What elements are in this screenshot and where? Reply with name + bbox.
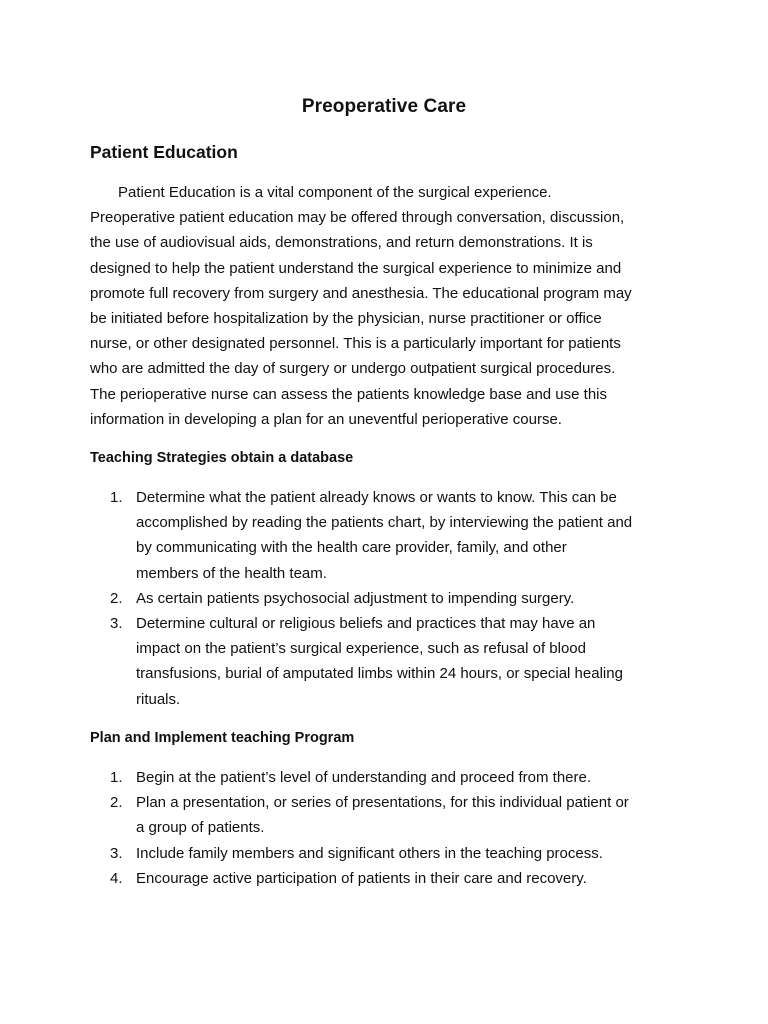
paragraph-line: who are admitted the day of surgery or undergo outpatient surgical procedures. — [90, 360, 616, 378]
list-item — [90, 611, 690, 712]
paragraph-line: The perioperative nurse can assess the patients knowledge base and use this — [90, 385, 607, 403]
list-item-number: 3. — [110, 615, 123, 633]
list-item-line: rituals. — [136, 690, 181, 708]
paragraph-line: information in developing a plan for an uneventful perioperative course. — [90, 410, 562, 428]
list-item — [90, 485, 690, 586]
list-item-line: Determine what the patient already knows or wants to know. This can be — [136, 489, 617, 506]
list-item-number: 4. — [110, 869, 123, 887]
list-item-number: 2. — [110, 589, 123, 607]
paragraph-line: the use of audiovisual aids, demonstrations, and return demonstrations. It is — [90, 234, 593, 252]
subheading-plan-implement: Plan and Implement teaching Program — [90, 730, 355, 746]
list-item — [90, 841, 690, 866]
paragraph-line: promote full recovery from surgery and anesthesia. The educational program may — [90, 284, 632, 302]
list-item-number: 2. — [110, 794, 123, 812]
list-item-number: 1. — [110, 489, 123, 506]
list-item-line: accomplished by reading the patients chart, by interviewing the patient and — [136, 514, 633, 532]
document-title: Preoperative Care — [301, 96, 467, 117]
paragraph-line: designed to help the patient understand the surgical experience to minimize and — [90, 259, 622, 277]
list-item-line: impact on the patient’s surgical experience, such as refusal of blood — [136, 640, 586, 658]
paragraph-line: be initiated before hospitalization by the physician, nurse practitioner or office — [90, 310, 602, 328]
list-item-line: Include family members and significant others in the teaching process. — [136, 844, 603, 862]
list-item-number: 1. — [110, 769, 123, 786]
list-item-line: transfusions, burial of amputated limbs within 24 hours, or special healing — [136, 665, 623, 683]
subheading-teaching-strategies: Teaching Strategies obtain a database — [90, 450, 354, 466]
list-item-line: members of the health team. — [136, 564, 327, 582]
list-item-line: Determine cultural or religious beliefs and practices that may have an — [136, 615, 596, 633]
list-item — [90, 765, 690, 790]
list-item-line: Plan a presentation, or series of presentations, for this individual patient or — [136, 794, 629, 812]
list-item — [90, 586, 690, 611]
plan-implement-list — [90, 765, 690, 891]
paragraph-line: nurse, or other designated personnel. This is a particularly important for patients — [90, 335, 621, 353]
list-item-line: As certain patients psychosocial adjustment to impending surgery. — [136, 589, 575, 607]
section-heading-patient-education: Patient Education — [90, 142, 238, 162]
list-item-line: Begin at the patient’s level of understanding and proceed from there. — [136, 769, 592, 786]
list-item-number: 3. — [110, 844, 123, 862]
teaching-strategies-list — [90, 485, 690, 712]
list-item-line: Encourage active participation of patients in their care and recovery. — [136, 869, 587, 887]
list-item-line: by communicating with the health care provider, family, and other — [136, 539, 567, 557]
list-item-line: a group of patients. — [136, 819, 265, 837]
paragraph-line: Preoperative patient education may be offered through conversation, discussion, — [90, 209, 625, 227]
list-item — [90, 790, 690, 840]
paragraph-line: Patient Education is a vital component of the surgical experience. — [118, 184, 552, 201]
intro-paragraph — [90, 180, 690, 432]
list-item — [90, 866, 690, 891]
